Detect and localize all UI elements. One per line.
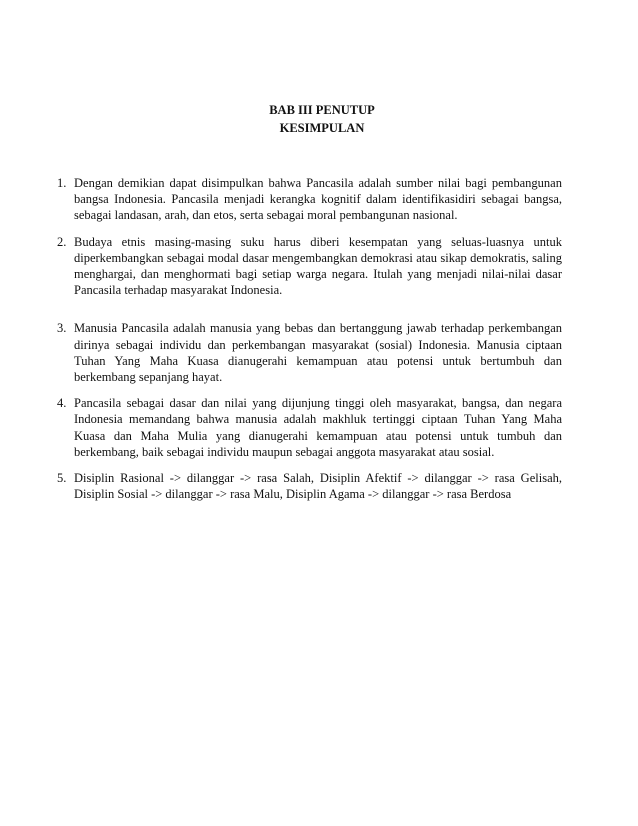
list-item (57, 470, 562, 502)
item-number: 5. (57, 471, 67, 486)
list-item (57, 395, 562, 460)
item-number: 3. (57, 321, 67, 336)
item-text: Dengan demikian dapat disimpulkan bahwa Pancasila adalah sumber nilai bagi pembangunan bangsa Indonesia. Pancasila menjadi kerangka kognitif dalam identifikasidiri sebagai bangsa, sebagai landasan, arah, dan etos, serta sebagai moral pembangunan nasional. (74, 176, 562, 223)
section-title: KESIMPULAN (279, 121, 365, 135)
item-text: Manusia Pancasila adalah manusia yang bebas dan bertanggung jawab terhadap perkembangan dirinya sebagai individu dan perkembangan masyarakat (sosial) Indonesia. Manusia ciptaan Tuhan Yang Maha Kuasa dianugerahi kemampuan atau potensi untuk bertumbuh dan berkembang sepanjang hayat. (74, 321, 562, 385)
item-text: Disiplin Rasional -> dilanggar -> rasa Salah, Disiplin Afektif -> dilanggar -> rasa Gelisah, Disiplin Sosial -> dilanggar -> rasa Malu, Disiplin Agama -> dilanggar -> rasa Berdosa (74, 471, 562, 502)
list-item (57, 175, 562, 224)
item-number: 1. (57, 176, 67, 190)
item-text: Pancasila sebagai dasar dan nilai yang dijunjung tinggi oleh masyarakat, bangsa, dan negara Indonesia memandang bahwa manusia adalah makhluk tertinggi ciptaan Tuhan Yang Maha Kuasa dan Maha Mulia yang dianugerahi kemampuan atau potensi untuk tumbuh dan berkembang, baik sebagai individu maupun sebagai anggota masyarakat atau sosial. (74, 396, 562, 459)
page-heading (0, 101, 638, 137)
item-text: Budaya etnis masing-masing suku harus diberi kesempatan yang seluas-luasnya untuk diperkembangkan sebagai modal dasar mengembangkan demokrasi atau sikap demokratis, saling menghargai, dan menghormati bagi setiap warga negara. Itulah yang menjadi nilai-nilai dasar Pancasila terhadap masyarakat Indonesia. (74, 234, 562, 298)
item-number: 2. (57, 234, 67, 249)
chapter-title: BAB III PENUTUP (269, 103, 375, 117)
item-number: 4. (57, 396, 67, 411)
list-item (57, 234, 562, 299)
conclusion-list (57, 175, 562, 502)
list-item (57, 320, 562, 385)
